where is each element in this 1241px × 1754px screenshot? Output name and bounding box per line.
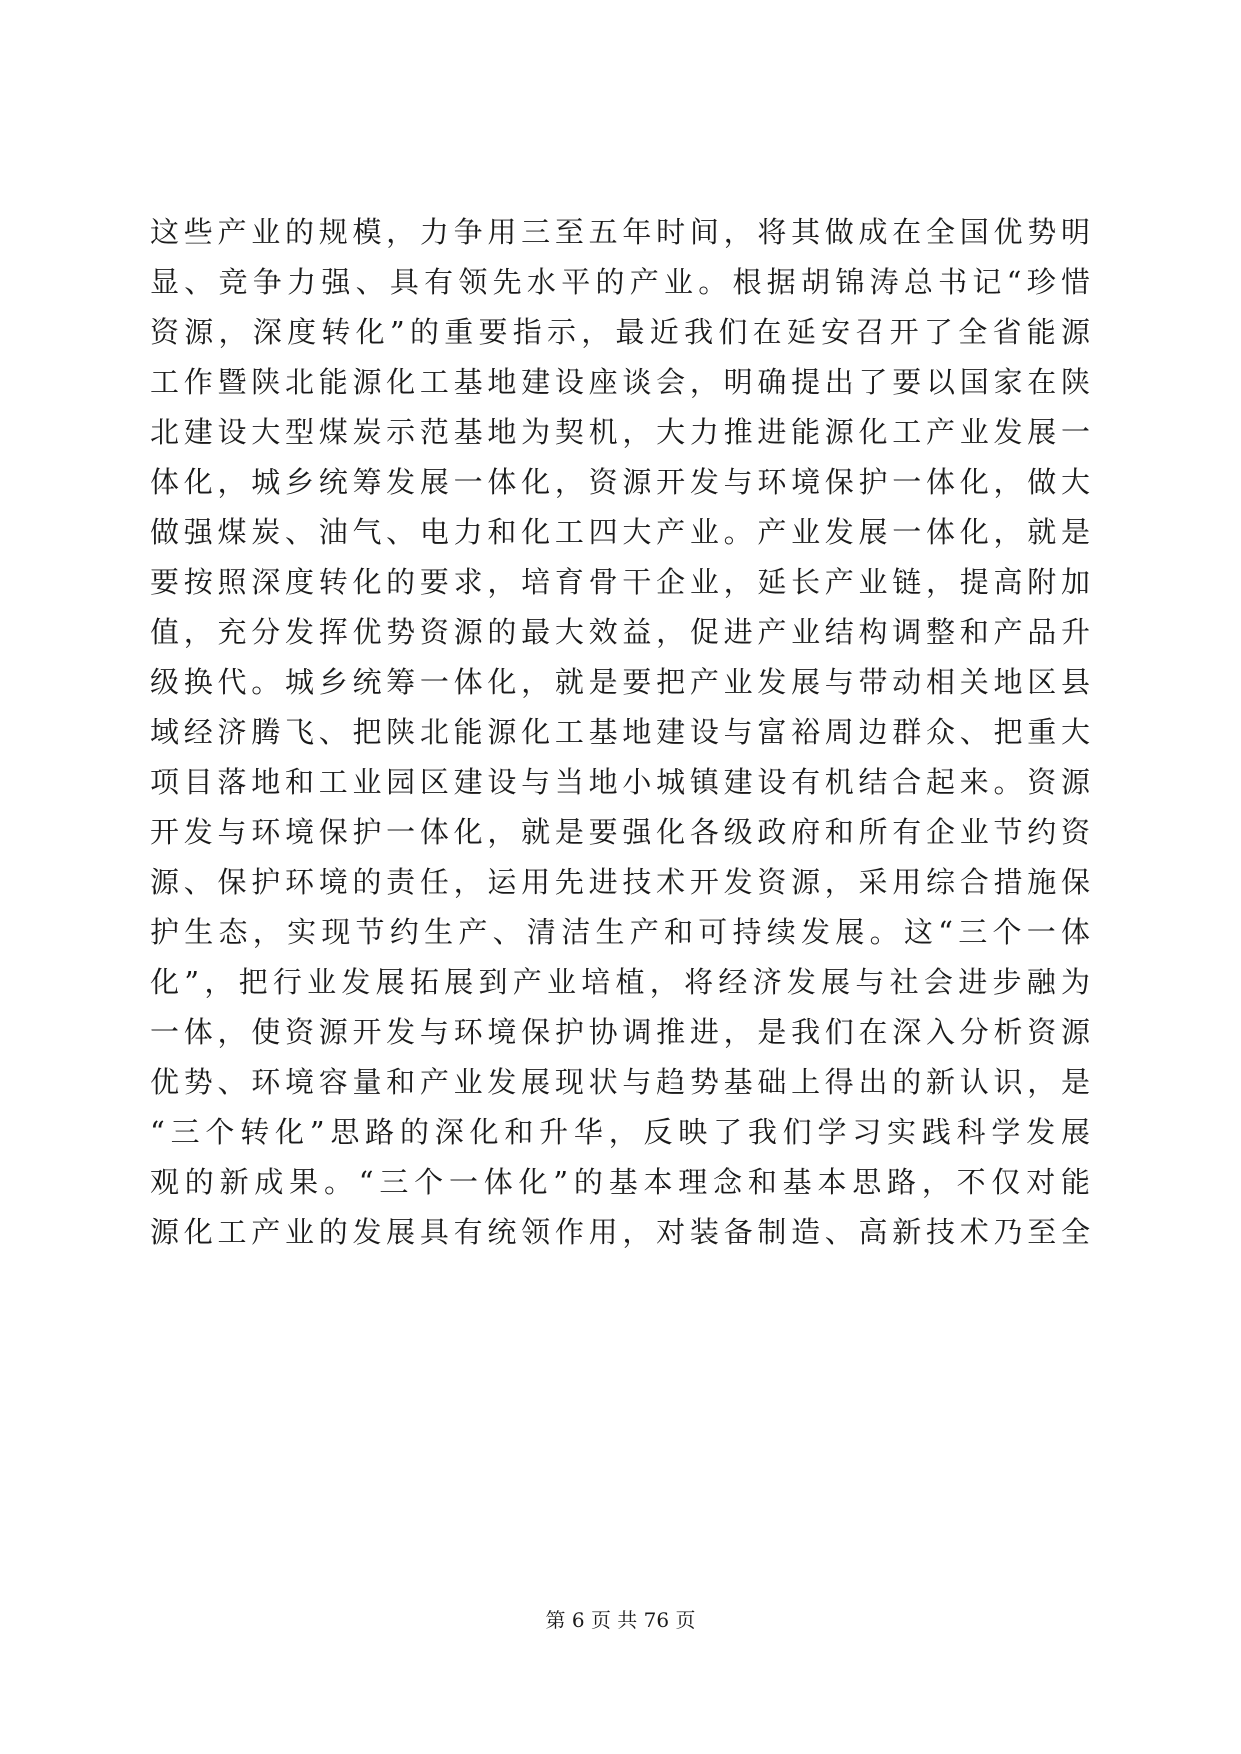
text-line-5: 北建设大型煤炭示范基地为契机，大力推进能源化工产业发展一 — [150, 415, 1090, 449]
text-line-16: 化”，把行业发展拓展到产业培植，将经济发展与社会进步融为 — [150, 965, 1090, 999]
text-line-6: 体化，城乡统筹发展一体化，资源开发与环境保护一体化，做大 — [150, 465, 1090, 499]
text-line-18: 优势、环境容量和产业发展现状与趋势基础上得出的新认识，是 — [150, 1065, 1090, 1099]
text-line-17: 一体，使资源开发与环境保护协调推进，是我们在深入分析资源 — [150, 1015, 1090, 1049]
text-line-3: 资源，深度转化”的重要指示，最近我们在延安召开了全省能源 — [150, 315, 1090, 349]
text-line-11: 域经济腾飞、把陕北能源化工基地建设与富裕周边群众、把重大 — [150, 715, 1090, 749]
body-text — [150, 208, 1090, 1258]
text-line-2: 显、竞争力强、具有领先水平的产业。根据胡锦涛总书记“珍惜 — [150, 265, 1090, 299]
text-line-10: 级换代。城乡统筹一体化，就是要把产业发展与带动相关地区县 — [150, 665, 1090, 699]
text-line-9: 值，充分发挥优势资源的最大效益，促进产业结构调整和产品升 — [150, 615, 1090, 649]
text-line-20: 观的新成果。“三个一体化”的基本理念和基本思路，不仅对能 — [150, 1165, 1090, 1199]
text-line-7: 做强煤炭、油气、电力和化工四大产业。产业发展一体化，就是 — [150, 515, 1090, 549]
page-number-footer: 第 6 页 共 76 页 — [545, 1608, 696, 1632]
text-line-19: “三个转化”思路的深化和升华，反映了我们学习实践科学发展 — [150, 1115, 1090, 1149]
text-line-4: 工作暨陕北能源化工基地建设座谈会，明确提出了要以国家在陕 — [150, 365, 1090, 399]
text-line-14: 源、保护环境的责任，运用先进技术开发资源，采用综合措施保 — [150, 865, 1090, 899]
text-line-15: 护生态，实现节约生产、清洁生产和可持续发展。这“三个一体 — [150, 915, 1090, 949]
text-line-13: 开发与环境保护一体化，就是要强化各级政府和所有企业节约资 — [150, 815, 1090, 849]
text-line-21: 源化工产业的发展具有统领作用，对装备制造、高新技术乃至全 — [150, 1215, 1090, 1249]
text-line-8: 要按照深度转化的要求，培育骨干企业，延长产业链，提高附加 — [150, 565, 1090, 599]
text-line-1: 这些产业的规模，力争用三至五年时间，将其做成在全国优势明 — [150, 215, 1090, 249]
text-line-12: 项目落地和工业园区建设与当地小城镇建设有机结合起来。资源 — [150, 765, 1090, 799]
